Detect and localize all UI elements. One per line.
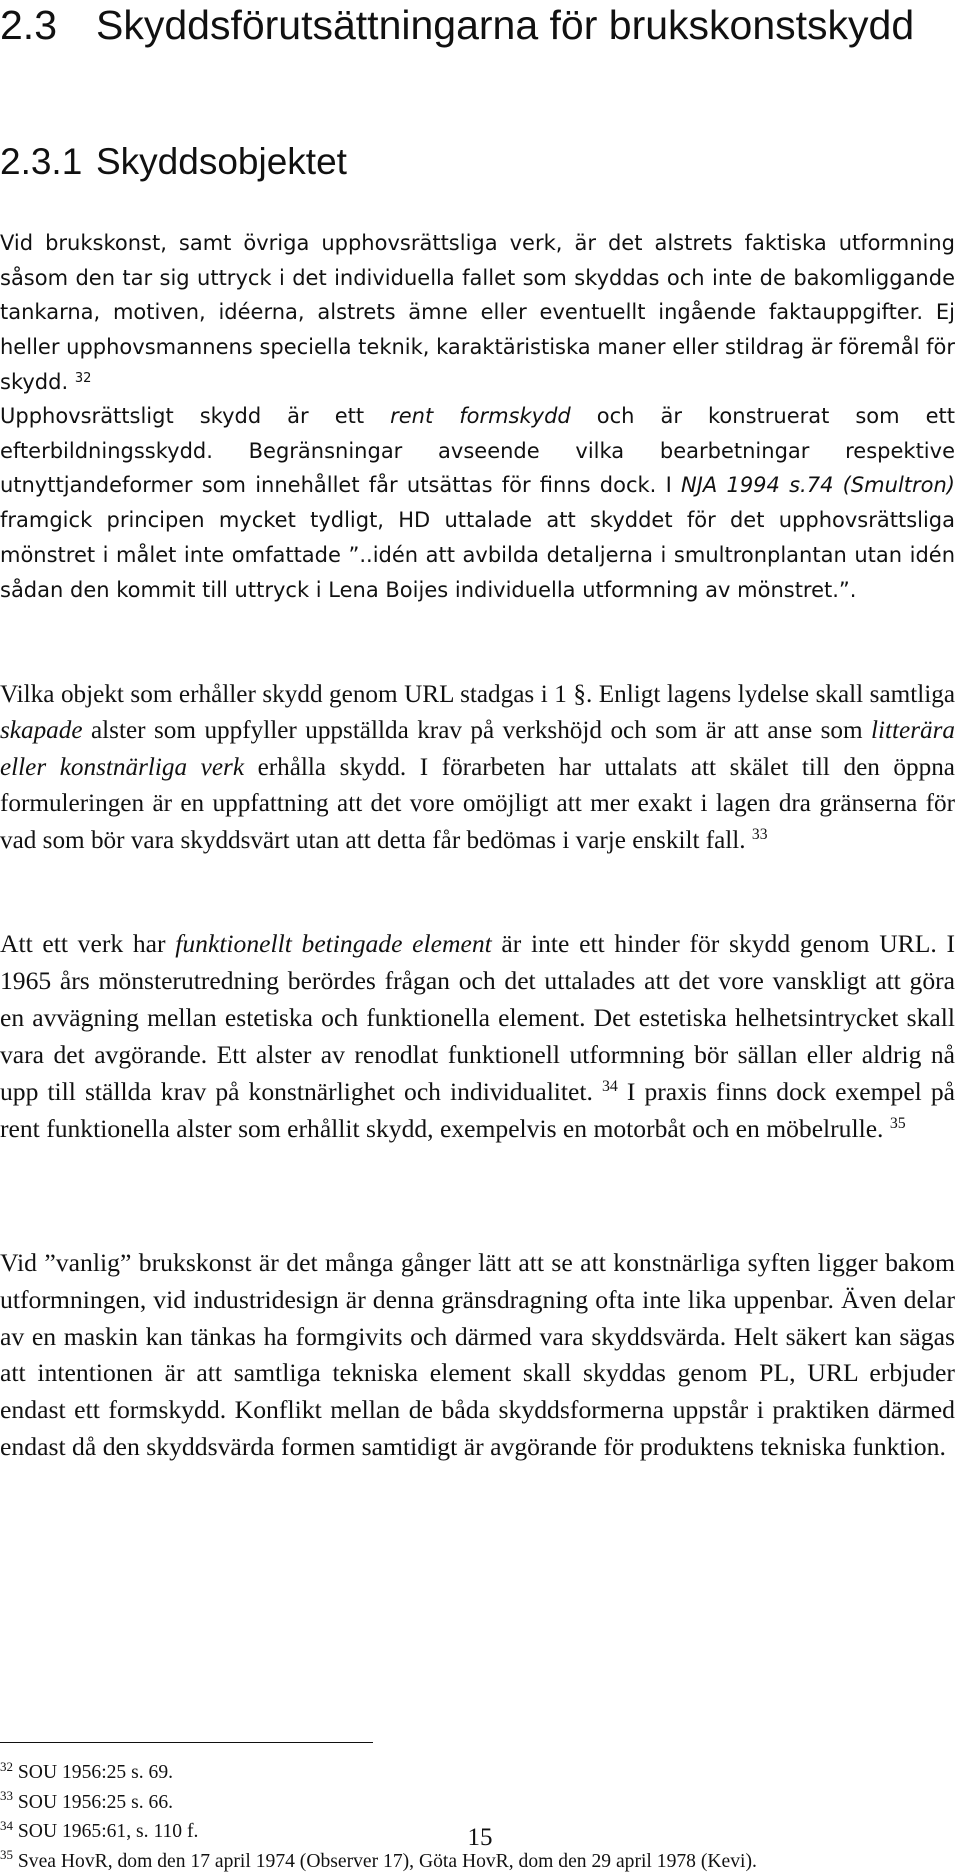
footnote-text: Svea HovR, dom den 17 april 1974 (Observer 17), Göta HovR, dom den 29 april 1978 (Kevi). — [18, 1851, 757, 1872]
emphasis-case-citation: NJA 1994 s.74 (Smultron) — [681, 473, 955, 497]
footnote-32 — [0, 1758, 940, 1788]
section-heading — [0, 0, 940, 51]
footnote-text: SOU 1956:25 s. 66. — [18, 1792, 173, 1813]
paragraph-3 — [0, 926, 955, 1147]
paragraph-1-sentence-2: Ej heller upphovsmannens speciella teknik, karaktäristiska maner eller stildrag är föremål för skydd. — [0, 300, 955, 393]
footnote-number: 35 — [0, 1847, 13, 1862]
footnote-33 — [0, 1788, 940, 1818]
emphasis-litterara-verk: litterära eller konstnärliga verk — [0, 717, 955, 780]
footnote-text: SOU 1956:25 s. 69. — [18, 1762, 173, 1783]
footnote-ref-33[interactable]: 33 — [752, 826, 768, 843]
footnote-ref-34[interactable]: 34 — [602, 1078, 618, 1095]
paragraph-1 — [0, 226, 955, 400]
paragraph-1b-text-1: Upphovsrättsligt skydd är ett — [0, 404, 390, 428]
paragraph-4-text: Vid ”vanlig” brukskonst är det många gånger lätt att se att konstnärliga syften ligger bakom utformningen, vid industridesign är denna gränsdragning ofta inte lika uppenbar. Även delar av en maskin kan tänkas ha formgivits och därmed vara skyddsvärda. Helt säkert kan sägas att intentionen är att samtliga tekniska element skall skyddas genom PL, URL erbjuder endast ett formskydd. Konflikt mellan de båda skyddsformerna uppstår i praktiken därmed endast då den skyddsvärda formen samtidigt är avgörande för produktens tekniska funktion. — [0, 1248, 955, 1461]
footnote-number: 33 — [0, 1788, 13, 1803]
footnote-number: 32 — [0, 1759, 13, 1774]
subsection-title: Skyddsobjektet — [96, 141, 347, 182]
paragraph-3-text-1: Att ett verk har — [0, 929, 175, 958]
footnote-text: SOU 1965:61, s. 110 f. — [18, 1821, 199, 1842]
paragraph-3-text-2: är inte ett hinder för skydd genom URL. I 1965 års mönsterutredning berördes frågan och det uttalades att det vore vanskligt att göra en avvägning mellan estetiska och funktionella element. Det estetiska helhetsintrycket skall vara det avgörande. Ett alster av renodlat funktionell utformning bör sällan eller aldrig nå upp till ställda krav på konstnärlighet och individualitet. — [0, 929, 955, 1106]
footnote-ref-32[interactable]: 32 — [75, 371, 92, 386]
emphasis-rent-formskydd: rent formskydd — [390, 404, 571, 428]
emphasis-funktionellt-betingade: funktionellt betingade element — [175, 929, 491, 958]
paragraph-4 — [0, 1245, 955, 1466]
subsection-number: 2.3.1 — [0, 138, 96, 186]
paragraph-1b-text-2: och är konstruerat som ett efterbildningsskydd. Begränsningar avseende vilka bearbetningar respektive utnyttjandeformer som innehållet får utsättas för finns dock. I — [0, 404, 955, 497]
page-number: 15 — [0, 1823, 960, 1853]
emphasis-skapade: skapade — [0, 717, 83, 744]
footnote-ref-35[interactable]: 35 — [890, 1115, 906, 1132]
paragraph-2 — [0, 677, 955, 859]
section-title: Skyddsförutsättningarna för brukskonstskydd — [96, 2, 914, 48]
paragraph-2-text-1: Vilka objekt som erhåller skydd genom URL stadgas i 1 §. Enligt lagens lydelse skall samtliga — [0, 681, 955, 708]
paragraph-1b — [0, 399, 955, 607]
footnote-number: 34 — [0, 1818, 13, 1833]
subsection-heading — [0, 138, 347, 186]
footnotes — [0, 1758, 940, 1876]
paragraph-1-sentence-1: Vid brukskonst, samt övriga upphovsrättsliga verk, är det alstrets faktiska utformning såsom den tar sig uttryck i det individuella fallet som skyddas och inte de bakomliggande tankarna, motiven, idéerna, alstrets ämne eller eventuellt ingående faktauppgifter. — [0, 231, 955, 324]
paragraph-2-text-3: erhålla skydd. I förarbeten har uttalats att skälet till den öppna formuleringen är en uppfattning att det vore omöjligt att mer exakt i lagen dra gränserna för vad som bör vara skyddsvärt utan att detta får bedömas i varje enskilt fall. — [0, 754, 955, 854]
paragraph-1b-text-3: framgick principen mycket tydligt, HD uttalade att skyddet för det upphovsrättsliga mönstret i målet inte omfattade ”..idén att avbilda detaljerna i smultronplantan utan idén sådan den kommit till uttryck i Lena Boijes individuella utformning av mönstret.”. — [0, 508, 955, 601]
section-number: 2.3 — [0, 0, 96, 51]
footnote-divider — [0, 1742, 373, 1743]
paragraph-2-text-2: alster som uppfyller uppställda krav på verkshöjd och som är att anse som — [83, 717, 871, 744]
paragraph-3-text-3: I praxis finns dock exempel på rent funktionella alster som erhållit skydd, exempelvis en motorbåt och en möbelrulle. — [0, 1077, 955, 1143]
